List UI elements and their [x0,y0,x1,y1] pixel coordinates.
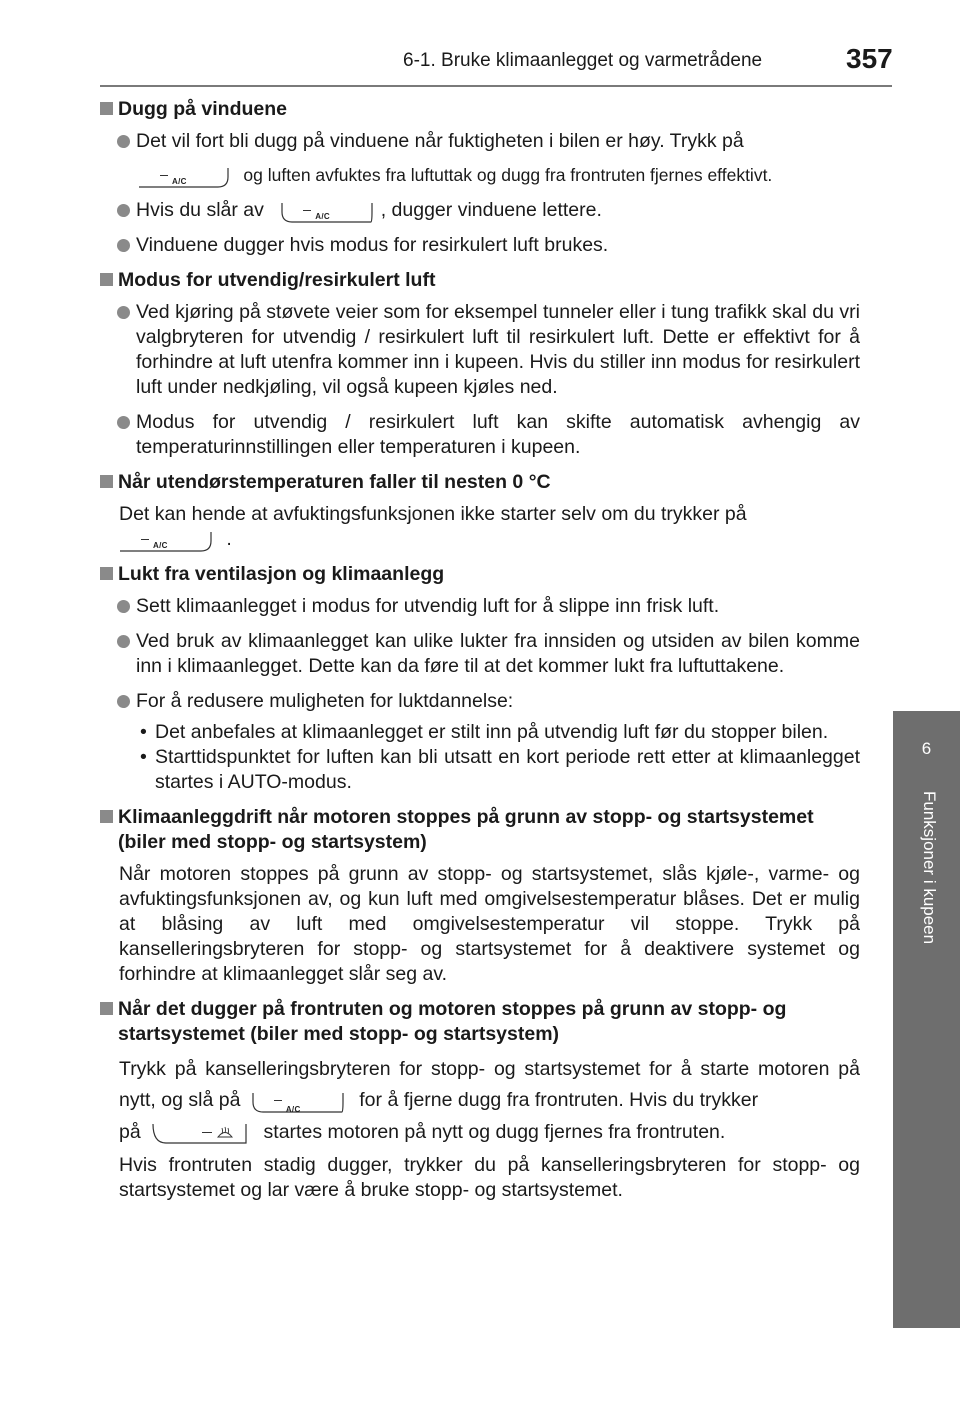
paragraph-text: Trykk på kanselleringsbryteren for stopp- og startsystemet for å starte motoren på nytt, og slå på [119,1058,860,1111]
chapter-tab [893,711,960,1328]
sub-list-item [100,720,860,745]
ac-label: A/C [153,540,168,550]
chapter-label: Funksjoner i kupeen [920,791,939,945]
item-text-cont: og luften avfuktes fra luftuttak og dugg fra frontruten fjernes effektivt. [243,165,773,185]
paragraph [100,1120,860,1145]
section-title-text: Når utendørstemperaturen faller til nesten 0 °C [118,471,551,493]
paragraph-text-cont: startes motoren på nytt og dugg fjernes fra frontruten. [263,1121,726,1143]
paragraph-text: Når motoren stoppes på grunn av stopp- og startsystemet, slås kjøle-, varme- og avfuktingsfunksjonen av, og kun luft med omgivelsestemperatur blåses. Det er mulig at blåsing av luft med omgivelsestemperatur vil stoppe. Trykk på kanselleringsbryteren for stopp- og startsystemet for å deaktivere systemet og forhindre at klimaanlegget slår seg av. [119,863,860,985]
section-heading [100,562,860,587]
paragraph-text: Hvis frontruten stadig dugger, trykker du på kanselleringsbryteren for stopp- og startsystemet og lar være å bruke stopp- og startsystemet. [119,1154,860,1201]
item-line [136,163,860,188]
ac-label: A/C [315,211,330,221]
page-content [100,97,860,1213]
section-title-text: Klimaanleggdrift når motoren stoppes på grunn av stopp- og startsystemet (biler med stopp- og startsystem) [118,806,814,853]
item-text: Modus for utvendig / resirkulert luft kan skifte automatisk avhengig av temperaturinnstillingen eller temperaturen i kupeen. [136,411,860,458]
list-item [100,410,860,460]
circle-bullet-icon [117,306,130,319]
section-heading [100,997,860,1047]
section-title-text: Modus for utvendig/resirkulert luft [118,269,436,291]
ac-button-icon [119,528,215,552]
circle-bullet-icon [117,600,130,613]
square-bullet-icon [100,475,113,488]
sub-list-item [100,745,860,795]
list-item [100,689,860,714]
section-title-text: Lukt fra ventilasjon og klimaanlegg [118,563,445,585]
square-bullet-icon [100,273,113,286]
paragraph-text: på [119,1121,141,1143]
circle-bullet-icon [117,135,130,148]
circle-bullet-icon [117,635,130,648]
item-text: Det vil fort bli dugg på vinduene når fuktigheten i bilen er høy. Trykk på [136,130,744,152]
square-bullet-icon [100,102,113,115]
list-item [100,629,860,679]
paragraph [100,862,860,987]
page-header [0,0,960,90]
paragraph-text: Det kan hende at avfuktingsfunksjonen ikke starter selv om du trykker på [119,503,747,525]
section-heading [100,268,860,293]
page-number: 357 [846,43,893,74]
header-rule [100,85,892,87]
section-heading [100,97,860,122]
bullet-icon: • [140,721,147,743]
sub-item-text: Starttidspunktet for luften kan bli utsatt en kort periode rett etter at klimaanlegget startes i AUTO-modus. [155,746,860,793]
sub-item-text: Det anbefales at klimaanlegget er stilt inn på utvendig luft før du stopper bilen. [155,721,829,743]
list-item [100,594,860,619]
paragraph [100,1054,860,1116]
list-item [100,233,860,258]
item-text: For å redusere muligheten for luktdannelse: [136,690,514,712]
section-title: 6-1. Bruke klimaanlegget og varmetrådene [403,50,763,71]
list-item [100,129,860,188]
square-bullet-icon [100,567,113,580]
section-heading [100,805,860,855]
ac-label: A/C [285,1104,301,1114]
circle-bullet-icon [117,204,130,217]
item-text: Sett klimaanlegget i modus for utvendig luft for å slippe inn frisk luft. [136,595,720,617]
ac-button-icon [252,1089,344,1113]
bullet-icon: • [140,746,147,768]
paragraph-text-cont: for å fjerne dugg fra frontruten. Hvis du trykker [359,1089,759,1111]
paragraph [100,502,860,552]
ac-button-icon [281,199,373,223]
list-item [100,300,860,400]
item-text: Vinduene dugger hvis modus for resirkulert luft brukes. [136,234,609,256]
paragraph-line [119,527,860,552]
circle-bullet-icon [117,239,130,252]
circle-bullet-icon [117,416,130,429]
ac-button-icon [138,164,230,188]
square-bullet-icon [100,810,113,823]
section-title-text: Når det dugger på frontruten og motoren stoppes på grunn av stopp- og startsystemet (biler med stopp- og startsystem) [118,998,787,1045]
list-item [100,198,860,223]
paragraph [100,1153,860,1203]
item-text: Ved kjøring på støvete veier som for eksempel tunneler eller i tung trafikk skal du vri valgbryteren for utvendig / resirkulert luft til resirkulert luft. Dette er effektivt for å forhindre at luft utenfra kommer inn i kupeen. Hvis du stiller inn modus for resirkulert luft under nedkjøling, vil også kupeen kjøles ned. [136,301,860,398]
square-bullet-icon [100,1002,113,1015]
circle-bullet-icon [117,695,130,708]
chapter-number: 6 [921,739,932,758]
ac-label: A/C [172,176,187,186]
item-text: Ved bruk av klimaanlegget kan ulike lukter fra innsiden og utsiden av bilen komme inn i klimaanlegget. Dette kan da føre til at det kommer lukt fra luftuttakene. [136,630,860,677]
paragraph-text-cont: . [226,528,232,550]
section-title-text: Dugg på vinduene [118,98,288,120]
item-text-cont: , dugger vinduene lettere. [380,199,602,221]
defrost-button-icon [152,1121,248,1145]
item-text: Hvis du slår av [136,199,264,221]
section-heading [100,470,860,495]
